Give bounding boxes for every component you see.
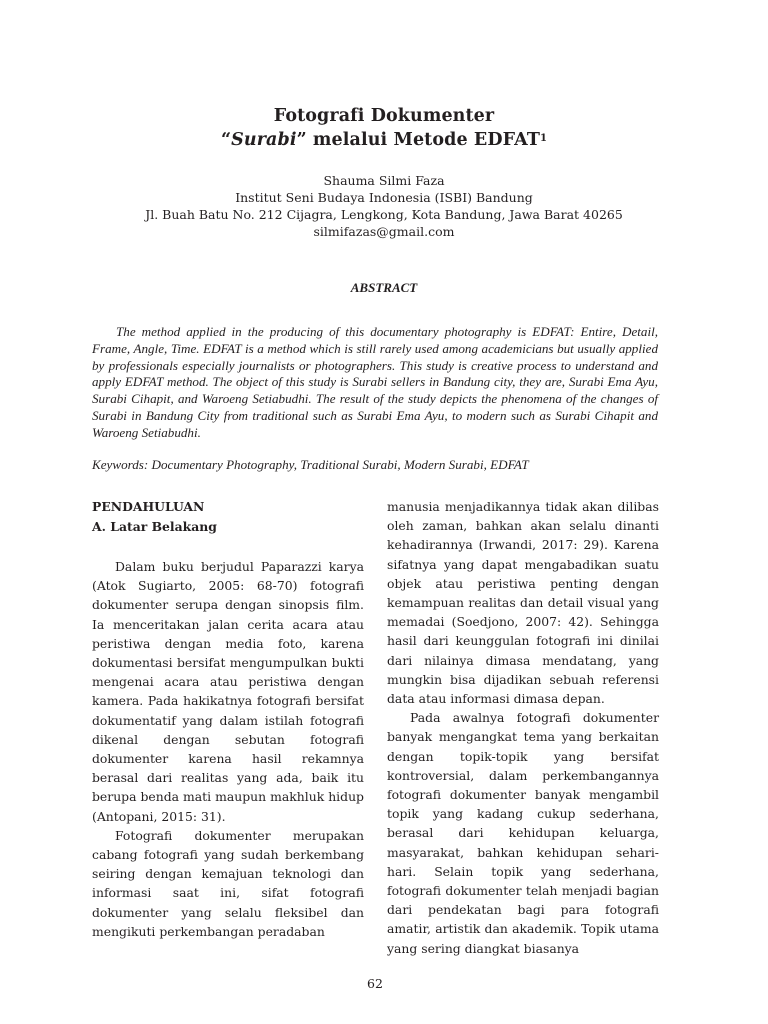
right-paragraph-1: manusia menjadikannya tidak akan dilibas oleh zaman, bahkan akan selalu dinanti kehadirannya (Irwandi, 2017: 29). Karena sifatnya yang dapat mengabadikan suatu objek atau peristiwa penting dengan kemampuan realitas dan detail visual yang memadai (Soedjono, 2007: 42). Sehingga hasil dari keunggulan fotografi ini dinilai dari nilainya dimasa mendatang, yang mungkin bisa dijadikan sebuah referensi data atau informasi dimasa depan. bbox=[387, 499, 659, 707]
left-paragraph-1: Dalam buku berjudul Paparazzi karya (Atok Sugiarto, 2005: 68-70) fotografi dokumenter serupa dengan sinopsis film. Ia menceritakan jalan cerita acara atau peristiwa dengan media foto, karena dokumentasi bersifat mengumpulkan bukti mengenai acara atau peristiwa dengan kamera. Pada hakikatnya fotografi bersifat dokumentatif yang dalam istilah fotografi dikenal dengan sebutan fotografi dokumenter karena hasil rekamnya berasal dari realitas yang ada, baik itu berupa benda mati maupun makhluk hidup (Antopani, 2015: 31). bbox=[92, 559, 364, 824]
title-line-1: Fotografi Dokumenter bbox=[273, 106, 495, 126]
author-address: Jl. Buah Batu No. 212 Cijagra, Lengkong, Kota Bandung, Jawa Barat 40265 bbox=[145, 207, 623, 222]
subsection-heading: A. Latar Belakang bbox=[92, 519, 217, 534]
title-line-2-rest: ” melalui Metode EDFAT bbox=[296, 130, 540, 150]
right-column bbox=[387, 497, 659, 958]
author-block bbox=[0, 172, 768, 240]
page-number: 62 bbox=[367, 976, 383, 991]
title-open-quote: “ bbox=[220, 130, 232, 150]
right-paragraph-2: Pada awalnya fotografi dokumenter banyak mengangkat tema yang berkaitan dengan topik-topik yang bersifat kontroversial, dalam perkembangannya fotografi dokumenter banyak mengambil topik yang kadang cukup sederhana, berasal dari kehidupan keluarga, masyarakat, bahkan kehidupan sehari-hari. Selain topik yang sederhana, fotografi dokumenter telah menjadi bagian dari pendekatan bagi para fotografi amatir, artistik dan akademik. Topik utama yang sering diangkat biasanya bbox=[387, 710, 659, 956]
abstract-heading: ABSTRACT bbox=[350, 280, 418, 295]
title-block bbox=[0, 104, 768, 152]
title-line-2 bbox=[0, 128, 768, 152]
author-email: silmifazas@gmail.com bbox=[313, 224, 455, 239]
abstract-body: The method applied in the producing of this documentary photography is EDFAT: Entire, Detail, Frame, Angle, Time. EDFAT is a method which is still rarely used among academicians but usually applied by professionals especially journalists or photographers. This study is creative process to understand and apply EDFAT method. The object of this study is Surabi sellers in Bandung city, they are, Surabi Ema Ayu, Surabi Cihapit, and Waroeng Setiabudhi. The result of the study depicts the phenomena of the changes of Surabi in Bandung City from traditional such as Surabi Ema Ayu, to modern such as Surabi Cihapit and Waroeng Setiabudhi. bbox=[92, 324, 658, 440]
title-italic-word: Surabi bbox=[231, 130, 297, 150]
left-paragraph-2: Fotografi dokumenter merupakan cabang fotografi yang sudah berkembang seiring dengan kemajuan teknologi dan informasi saat ini, sifat fotografi dokumenter yang selalu fleksibel dan mengikuti perkembangan peradaban bbox=[92, 827, 364, 939]
author-name: Shauma Silmi Faza bbox=[323, 173, 445, 188]
left-column bbox=[92, 497, 364, 941]
author-institution: Institut Seni Budaya Indonesia (ISBI) Bandung bbox=[235, 190, 533, 205]
section-heading: PENDAHULUAN bbox=[92, 499, 205, 514]
title-footnote-marker: 1 bbox=[539, 133, 548, 144]
abstract-keywords: Keywords: Documentary Photography, Traditional Surabi, Modern Surabi, EDFAT bbox=[92, 457, 529, 472]
